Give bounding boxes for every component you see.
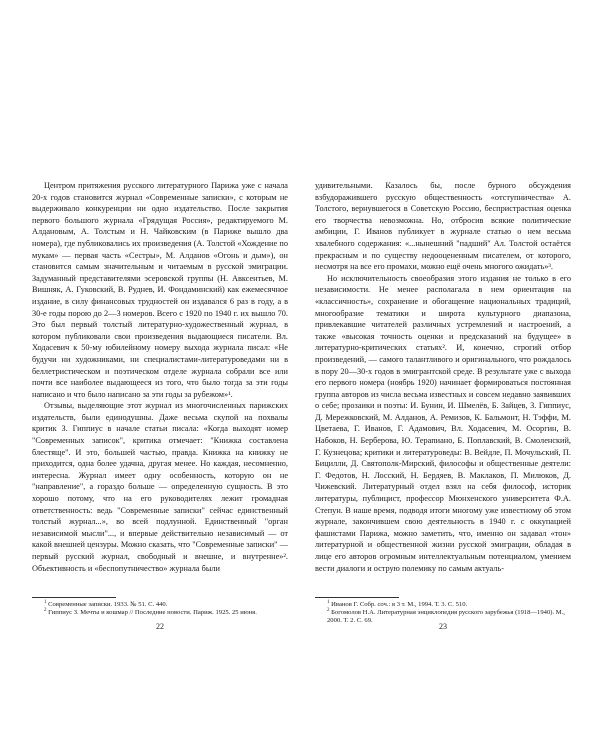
footnote [32, 609, 288, 617]
footnote-text: Богомолов Н.А. Литературная энциклопедия русского зарубежья (1918—1940). М., 2000. Т. 2. С. 69. [327, 609, 565, 625]
body-paragraph: Центром притяжения русского литературного Парижа уже с начала 20-х годов становится журнал «Современные записки», с которым не выдерживало конкуренции ни одно издательство. После закрытия первого большого журнала «Грядущая Россия», редактируемого М. Алдановым, А. Толстым и Н. Чайковским (в Париже вышло два номера), где публиковались их произведения (А. Толстой «Хождение по мукам» — первая часть «Сестры», М. Алданов «Огонь и дым»), он становится самым значительным и читаемым в русской эмиграции. Задуманный представителями эсеровской группы (Н. Авксентьев, М. Вишняк, А. Гуковский, В. Руднев, И. Фондаминский) как ежемесячное издание, в силу финансовых трудностей он издавался 6 раз в году, а в 30-е годы порою до 2—3 номеров. Всего с 1920 по 1940 г. их вышло 70. Это был первый толстый литературно-художественный журнал, в котором публиковали свои произведения выдающиеся писатели. Вл. Ходасевич к 50-му юбилейному номеру выхода журнала писал: «Не будучи ни художниками, ни специалистами-литературоведами ни в беллетристическом и поэтическом отделе журнала собрали все или почти все наиболее выдающееся из того, что было тогда за эти годы написано и что было написано за эти годы за рубежом»¹. [32, 181, 288, 399]
right-page-body [315, 180, 571, 587]
right-page [315, 180, 571, 626]
footnote-number: 1 [327, 599, 330, 605]
footnote-number: 2 [44, 608, 47, 614]
footnote-text: Гиппиус З. Мечты и кошмар // Последние новости. Париж. 1925. 25 июня. [48, 609, 257, 617]
footnote [32, 601, 288, 609]
body-paragraph: Отзывы, выделяющие этот журнал из многочисленных парижских издательств, были единодушны. Даже весьма скупой на похвалы критик З. Гиппиус в начале статьи писала: «Когда выходят номер "Современных записок", критика отмечает: "Книжка составлена блестяще". И это, большей частью, правда. Книжка на книжку не приходится, одна более удачна, другая менее. Но каждая, несомненно, интересна. Журнал имеет одну особенность, которую он не "направление", а гораздо больше — определенную сущность. В это хорошо потому, что на его руководителях лежит громадная ответственность: ведь "Современные записки" сейчас единственный толстый журнал...», во всей подлунной. Единственный "орган независимой мысли"..., и впервые действительно независимый — от какой внешней цензуры. Можно сказать, что "Современные записки" — первый русский журнал, свободный и внешне, и внутренне»². Объективность и «беспопутничество» журнала были [32, 401, 288, 573]
body-paragraph: удивительными. Казалось бы, после бурного обсуждения взбудоражившего русскую общественность «отступничества» А. Толстого, вернувшегося в Советскую Россию, беспристрастная оценка его творчества невозможна. Но, отбросив всякие политические амбиции, Г. Иванов публикует в журнале статью о нем весьма хвалебного содержания: «...нынешний "падший" Ал. Толстой остаётся прекрасным и по существу недооцененным писателем, от которого, несмотря на все его промахи, можно ещё очень многого ожидать»³. [315, 181, 571, 272]
left-page-body [32, 180, 288, 587]
page-number-left: 22 [156, 622, 164, 631]
footnote [315, 601, 571, 609]
footnote-divider [315, 597, 399, 598]
footnote-number: 2 [327, 608, 330, 614]
body-paragraph: Но исключительность своеобразия этого издания не только в его независимости. Не менее располагала в нем ориентация на «классичность», сохранение и обогащение национальных традиций, многообразие тематики и широта культурного диапазона, привлекавшие читателей различных устремлений и настроений, а также «высокая точность оценки и предсказаний на будущее» в литературно-критических статьях². И, конечно, строгий отбор произведений, — самого талантливого и оригинального, что рождалось в пору 20—30-х годов в эмигрантской среде. В результате уже с выхода его первого номера (ноябрь 1920) начинает формироваться постоянная группа авторов из числа весьма известных и совсем недавно заявивших о себе; прозаики и поэты: И. Бунин, И. Шмелёв, Б. Зайцев, З. Гиппиус, Д. Мережковский, М. Алданов, А. Ремизов, К. Бальмонт, Н. Тэффи, М. Цветаева, Г. Иванов, Г. Адамович, Вл. Ходасевич, М. Осоргин, В. Набоков, Н. Берберова, Ю. Терапиано, Б. Поплавский, В. Смоленский, Г. Кузнецова; критики и литературоведы: В. Вейдле, П. Мочульский, П. Бицилли, Д. Святополк-Мирский, философы и общественные деятели: Г. Федотов, Н. Лосский, Н. Бердяев, В. Маклаков, П. Милюков, Д. Чижевский. Литературный отдел взял на себя философ, историк литературы, публицист, профессор Мюнхенского университета Ф.А. Степун. В наше время, подводя итоги многому уже известному об этом журнале, закончившем свою деятельность в 1940 г. с оккупацией фашистами Парижа, можно заметить, что, именно он задавал «тон» литературной и общественной жизни русской эмиграции, обладая в лице его авторов огромным интеллектуальным потенциалом, умением вести диалоги и острую полемику по самым актуаль- [315, 273, 571, 573]
left-page [32, 180, 288, 617]
page-number-right: 23 [439, 622, 447, 631]
footnote-text: Современные записки. 1933. № 51. С. 440. [48, 601, 168, 608]
footnote-text: Иванов Г. Собр. соч.: в 3 т. М., 1994. Т. 3. С. 510. [331, 601, 468, 608]
footnote-divider [32, 597, 116, 598]
footnote-number: 1 [44, 599, 47, 605]
